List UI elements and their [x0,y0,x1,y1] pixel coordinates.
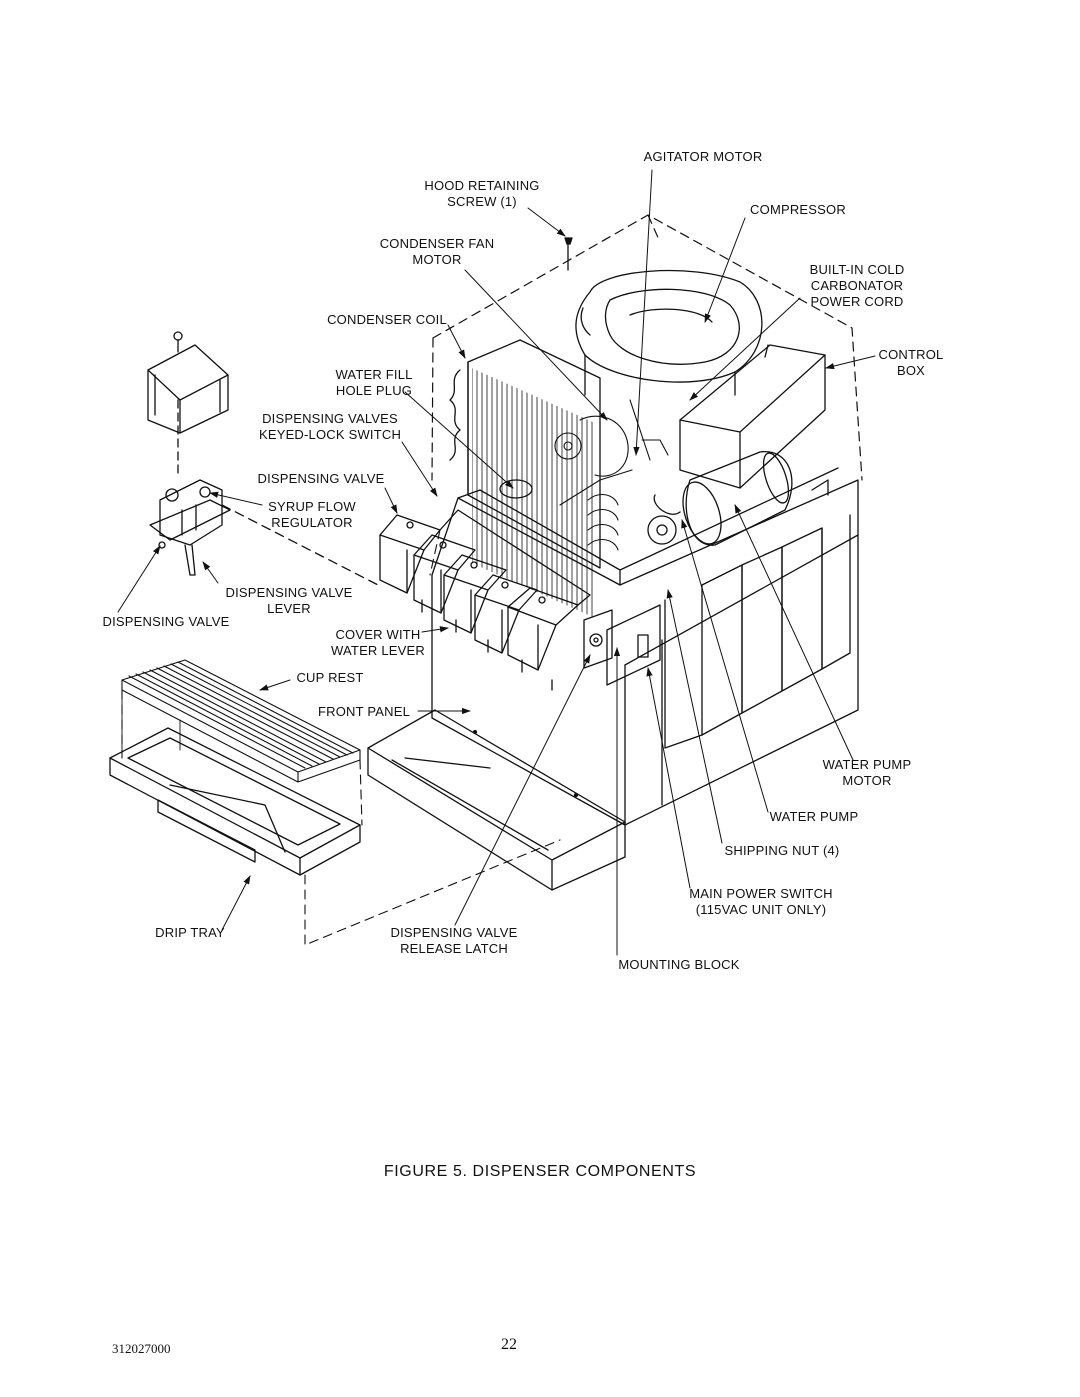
label-dispensing-valve-lever [226,585,353,617]
side-panels [665,515,850,748]
label-drip-tray: DRIP TRAY [155,925,225,940]
label-line: WATER PUMP [822,757,912,772]
label-line: COVER WITH [335,627,421,642]
label-dispensing-valve-top: DISPENSING VALVE [257,471,385,486]
figure-caption: FIGURE 5. DISPENSER COMPONENTS [383,1163,697,1180]
label-main-power-switch [689,886,833,918]
base-pan [368,710,625,890]
drip-tray [110,728,360,875]
label-line: CARBONATOR [810,278,904,293]
label-line: BOX [896,363,926,378]
exploded-cover [148,332,228,478]
label-hood-retaining-screw [424,178,539,210]
page-number: 22 [501,1336,517,1353]
label-line: MOTOR [842,773,892,788]
label-dispensing-valve-left: DISPENSING VALVE [102,614,230,629]
label-line: HOLE PLUG [335,383,413,398]
label-keyed-lock-switch [259,411,401,443]
control-box [680,345,825,488]
label-valve-release-latch [391,925,518,957]
condenser-coil [450,340,600,617]
label-line: KEYED-LOCK SWITCH [258,427,402,442]
label-line: BUILT-IN COLD [809,262,905,277]
label-condenser-fan-motor [380,236,495,268]
label-line: WATER LEVER [331,643,425,658]
label-line: HOOD RETAINING [424,178,540,193]
label-line: RELEASE LATCH [400,941,508,956]
water-pump-motor [648,450,828,549]
label-line: WATER FILL [335,367,413,382]
label-water-pump-motor [823,757,912,789]
label-water-pump: WATER PUMP [769,809,859,824]
label-line: SYRUP FLOW [268,499,356,514]
label-compressor: COMPRESSOR [750,202,846,217]
label-line: DISPENSING VALVE [225,585,353,600]
label-mounting-block: MOUNTING BLOCK [618,957,740,972]
label-line: POWER CORD [810,294,904,309]
hood-screw [565,238,572,270]
label-line: CONDENSER FAN [379,236,495,251]
label-line: CONTROL [878,347,944,362]
compressor-assembly [576,271,762,395]
label-carbonator-power-cord [810,262,905,310]
label-cover-with-water-lever [331,627,425,659]
label-line: SCREW (1) [447,194,517,209]
label-water-fill-hole-plug [335,367,412,399]
label-line: (115VAC UNIT ONLY) [695,902,827,917]
label-condenser-coil: CONDENSER COIL [327,312,447,327]
label-line: LEVER [267,601,311,616]
document-number: 312027000 [112,1341,171,1356]
label-front-panel: FRONT PANEL [317,704,411,719]
label-control-box [879,347,944,379]
exploded-valve [150,480,382,587]
label-line: REGULATOR [271,515,353,530]
label-agitator-motor: AGITATOR MOTOR [643,149,763,164]
label-cup-rest: CUP REST [296,670,364,685]
label-line: DISPENSING VALVE [390,925,518,940]
label-line: MOTOR [412,252,462,267]
label-line: MAIN POWER SWITCH [689,886,833,901]
label-syrup-flow-regulator [268,499,356,531]
label-line: DISPENSING VALVES [262,411,398,426]
label-shipping-nut: SHIPPING NUT (4) [724,843,840,858]
